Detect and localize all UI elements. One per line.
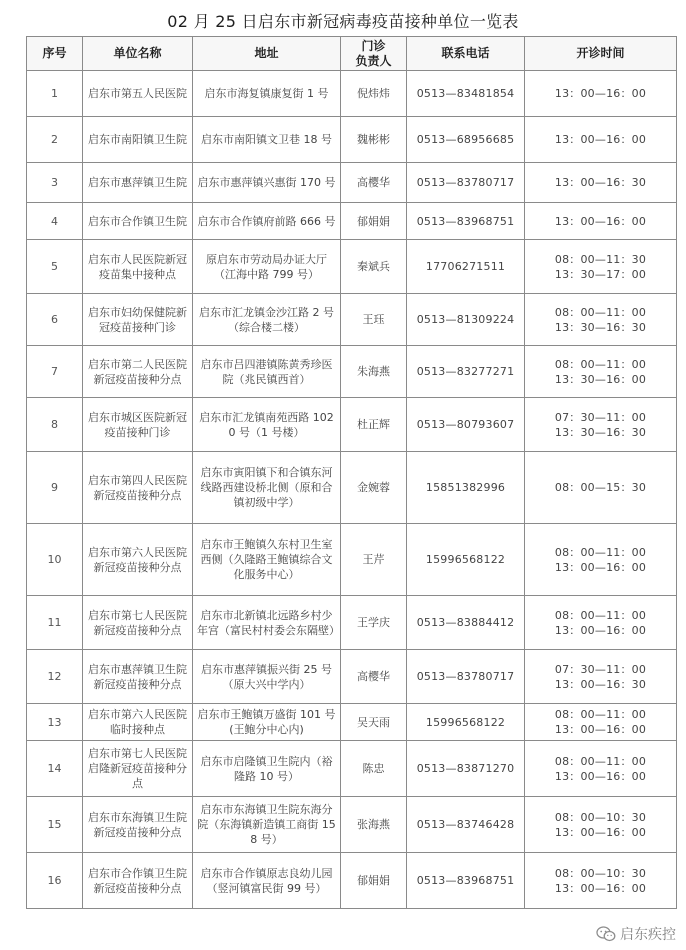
table-row <box>27 398 677 452</box>
row-phone: 0513—80793607 <box>407 398 525 452</box>
row-hours-line: 08：00—11：00 <box>554 708 647 721</box>
table-row <box>27 117 677 163</box>
row-hours-line: 08：00—11：00 <box>554 545 647 559</box>
row-address: 启东市南阳镇文卫巷 18 号 <box>193 117 341 163</box>
row-hours <box>525 346 677 398</box>
row-hours-line: 13：30—16：30 <box>554 425 647 439</box>
table-row <box>27 524 677 596</box>
row-hours-line: 13：00—16：00 <box>554 881 647 895</box>
row-index: 7 <box>27 346 83 398</box>
row-index: 9 <box>27 452 83 524</box>
row-unit: 启东市第六人民医院临时接种点 <box>83 704 193 741</box>
row-index: 11 <box>27 596 83 650</box>
row-address: 启东市寅阳镇下和合镇东河线路西建设桥北侧（原和合镇初级中学） <box>193 452 341 524</box>
row-person: 高樱华 <box>341 163 407 203</box>
row-hours <box>525 240 677 294</box>
row-phone: 0513—83968751 <box>407 203 525 240</box>
row-unit: 启东市人民医院新冠疫苗集中接种点 <box>83 240 193 294</box>
row-unit: 启东市第四人民医院新冠疫苗接种分点 <box>83 452 193 524</box>
header-index: 序号 <box>27 37 83 71</box>
row-phone: 0513—83277271 <box>407 346 525 398</box>
row-person: 王学庆 <box>341 596 407 650</box>
table-row <box>27 797 677 853</box>
row-hours <box>525 596 677 650</box>
row-address: 启东市吕四港镇陈黄秀珍医院（兆民镇西首） <box>193 346 341 398</box>
row-index: 1 <box>27 71 83 117</box>
row-index: 6 <box>27 294 83 346</box>
table-header-row <box>27 37 677 71</box>
row-hours-line: 13：00—16：30 <box>554 677 647 691</box>
row-hours-line: 08：00—11：00 <box>554 754 647 768</box>
footer-brand: 启东疾控 <box>620 927 676 943</box>
wechat-icon <box>596 926 616 942</box>
table-row <box>27 853 677 909</box>
table-row <box>27 203 677 240</box>
row-hours <box>525 704 677 741</box>
row-person: 陈忠 <box>341 741 407 797</box>
wechat-watermark <box>596 924 676 944</box>
row-index: 15 <box>27 797 83 853</box>
row-address: 启东市海复镇康复街 1 号 <box>193 71 341 117</box>
row-phone: 15996568122 <box>407 524 525 596</box>
row-phone: 0513—83968751 <box>407 853 525 909</box>
row-hours <box>525 650 677 704</box>
row-phone: 0513—83884412 <box>407 596 525 650</box>
row-address: 启东市合作镇原志良幼儿园（竖河镇富民街 99 号） <box>193 853 341 909</box>
row-hours <box>525 452 677 524</box>
row-index: 13 <box>27 704 83 741</box>
row-index: 16 <box>27 853 83 909</box>
row-phone: 15851382996 <box>407 452 525 524</box>
row-hours-line: 13：00—16：00 <box>554 87 647 100</box>
row-address: 启东市惠萍镇振兴街 25 号（原大兴中学内） <box>193 650 341 704</box>
row-person: 郁娟娟 <box>341 203 407 240</box>
row-hours <box>525 524 677 596</box>
row-person: 郁娟娟 <box>341 853 407 909</box>
header-unit: 单位名称 <box>83 37 193 71</box>
row-hours-line: 08：00—11：00 <box>554 608 647 622</box>
header-person-line2: 负责人 <box>355 53 392 68</box>
header-address: 地址 <box>193 37 341 71</box>
row-hours <box>525 853 677 909</box>
row-hours-line: 13：00—16：00 <box>554 825 647 839</box>
row-hours <box>525 797 677 853</box>
row-person: 王珏 <box>341 294 407 346</box>
row-hours <box>525 117 677 163</box>
row-person: 朱海燕 <box>341 346 407 398</box>
table-row <box>27 346 677 398</box>
row-index: 2 <box>27 117 83 163</box>
row-phone: 15996568122 <box>407 704 525 741</box>
table-row <box>27 163 677 203</box>
row-person: 魏彬彬 <box>341 117 407 163</box>
row-hours-line: 08：00—10：30 <box>554 810 647 824</box>
row-unit: 启东市东海镇卫生院新冠疫苗接种分点 <box>83 797 193 853</box>
table-row <box>27 650 677 704</box>
row-hours-line: 07：30—11：00 <box>554 410 647 424</box>
row-person: 杜正辉 <box>341 398 407 452</box>
row-person: 吴天雨 <box>341 704 407 741</box>
row-address: 启东市合作镇府前路 666 号 <box>193 203 341 240</box>
row-index: 5 <box>27 240 83 294</box>
row-phone: 0513—83871270 <box>407 741 525 797</box>
row-phone: 0513—68956685 <box>407 117 525 163</box>
row-address: 原启东市劳动局办证大厅（江海中路 799 号） <box>193 240 341 294</box>
row-address: 启东市王鲍镇万盛街 101 号(王鲍分中心内) <box>193 704 341 741</box>
row-hours <box>525 741 677 797</box>
row-hours <box>525 203 677 240</box>
row-hours-line: 13：00—16：00 <box>554 623 647 637</box>
table-row <box>27 596 677 650</box>
table-row <box>27 741 677 797</box>
row-address: 启东市汇龙镇南苑西路 1020 号（1 号楼） <box>193 398 341 452</box>
row-hours-line: 13：00—16：00 <box>554 560 647 574</box>
row-index: 14 <box>27 741 83 797</box>
row-unit: 启东市合作镇卫生院新冠疫苗接种分点 <box>83 853 193 909</box>
row-hours-line: 08：00—10：30 <box>554 866 647 880</box>
row-address: 启东市汇龙镇金沙江路 2 号（综合楼二楼） <box>193 294 341 346</box>
row-address: 启东市惠萍镇兴惠街 170 号 <box>193 163 341 203</box>
table-row <box>27 294 677 346</box>
row-hours-line: 13：00—16：30 <box>554 176 647 189</box>
header-person <box>341 37 407 71</box>
row-address: 启东市北新镇北远路乡村少年宫（富民村村委会东隔壁） <box>193 596 341 650</box>
row-unit: 启东市第五人民医院 <box>83 71 193 117</box>
row-hours-line: 13：00—16：00 <box>554 723 647 736</box>
table-row <box>27 71 677 117</box>
row-phone: 0513—83780717 <box>407 650 525 704</box>
row-person: 王芹 <box>341 524 407 596</box>
row-unit: 启东市惠萍镇卫生院新冠疫苗接种分点 <box>83 650 193 704</box>
row-hours-line: 08：00—11：00 <box>554 305 647 319</box>
header-hours: 开诊时间 <box>525 37 677 71</box>
row-unit: 启东市第六人民医院新冠疫苗接种分点 <box>83 524 193 596</box>
row-hours <box>525 294 677 346</box>
table-row <box>27 704 677 741</box>
row-index: 8 <box>27 398 83 452</box>
row-unit: 启东市妇幼保健院新冠疫苗接种门诊 <box>83 294 193 346</box>
table-row <box>27 240 677 294</box>
row-address: 启东市东海镇卫生院东海分院（东海镇新造镇工商街 158 号） <box>193 797 341 853</box>
row-person: 高樱华 <box>341 650 407 704</box>
row-address: 启东市启隆镇卫生院内（裕隆路 10 号） <box>193 741 341 797</box>
row-phone: 17706271511 <box>407 240 525 294</box>
row-unit: 启东市第七人民医院新冠疫苗接种分点 <box>83 596 193 650</box>
row-hours-line: 13：00—16：00 <box>554 214 647 228</box>
row-hours-line: 07：30—11：00 <box>554 662 647 676</box>
row-address: 启东市王鲍镇久东村卫生室西侧（久隆路王鲍镇综合文化服务中心） <box>193 524 341 596</box>
row-index: 3 <box>27 163 83 203</box>
row-hours-line: 13：00—16：00 <box>554 133 647 146</box>
table-row <box>27 452 677 524</box>
row-hours-line: 13：00—16：00 <box>554 769 647 783</box>
row-index: 10 <box>27 524 83 596</box>
row-unit: 启东市第二人民医院新冠疫苗接种分点 <box>83 346 193 398</box>
row-phone: 0513—83780717 <box>407 163 525 203</box>
row-hours-line: 13：30—16：00 <box>554 372 647 386</box>
row-hours <box>525 163 677 203</box>
row-hours <box>525 398 677 452</box>
row-person: 倪炜炜 <box>341 71 407 117</box>
row-unit: 启东市合作镇卫生院 <box>83 203 193 240</box>
row-hours-line: 13：30—17：00 <box>554 267 647 281</box>
row-hours-line: 08：00—15：30 <box>554 481 647 494</box>
row-unit: 启东市南阳镇卫生院 <box>83 117 193 163</box>
header-phone: 联系电话 <box>407 37 525 71</box>
row-index: 4 <box>27 203 83 240</box>
page-title: 02 月 25 日启东市新冠病毒疫苗接种单位一览表 <box>167 12 519 31</box>
row-phone: 0513—81309224 <box>407 294 525 346</box>
row-phone: 0513—83746428 <box>407 797 525 853</box>
row-hours <box>525 71 677 117</box>
row-hours-line: 08：00—11：00 <box>554 357 647 371</box>
header-person-line1: 门诊 <box>361 38 386 53</box>
row-phone: 0513—83481854 <box>407 71 525 117</box>
row-index: 12 <box>27 650 83 704</box>
row-person: 张海燕 <box>341 797 407 853</box>
row-person: 金婉蓉 <box>341 452 407 524</box>
row-unit: 启东市第七人民医院启隆新冠疫苗接种分点 <box>83 741 193 797</box>
row-unit: 启东市城区医院新冠疫苗接种门诊 <box>83 398 193 452</box>
row-person: 秦斌兵 <box>341 240 407 294</box>
row-unit: 启东市惠萍镇卫生院 <box>83 163 193 203</box>
vaccination-sites-table <box>26 36 677 909</box>
row-hours-line: 08：00—11：30 <box>554 252 647 266</box>
row-hours-line: 13：30—16：30 <box>554 320 647 334</box>
